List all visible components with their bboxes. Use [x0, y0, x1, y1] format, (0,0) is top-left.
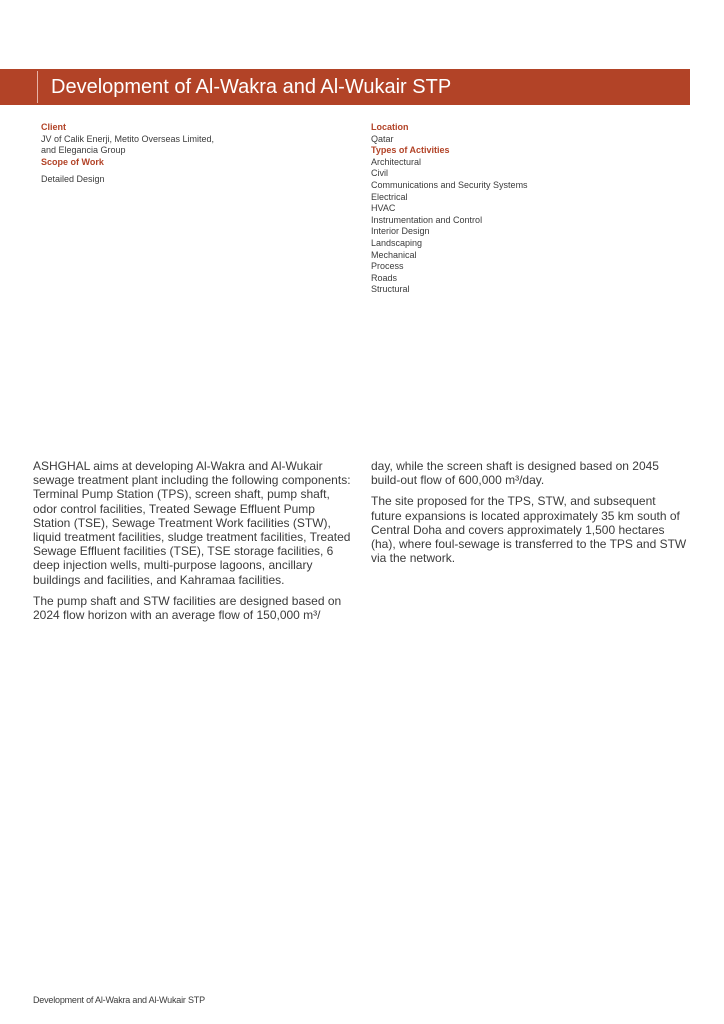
activity-item: Mechanical: [371, 249, 417, 260]
project-info-left: [41, 122, 251, 186]
body-column-right: [371, 459, 689, 572]
activity-item: Instrumentation and Control: [371, 214, 483, 225]
location-label: Location: [371, 122, 409, 132]
activities-list: [371, 157, 581, 296]
activity-item: Roads: [371, 272, 398, 283]
scope-label: Scope of Work: [41, 156, 104, 167]
body-paragraph: The pump shaft and STW facilities are designed based on 2024 flow horizon with an average flow of 150,000 m³/: [33, 593, 342, 623]
activities-label: Types of Activities: [371, 145, 450, 156]
activity-item: Electrical: [371, 191, 408, 202]
activity-item: Civil: [371, 168, 388, 179]
body-paragraph: day, while the screen shaft is designed based on 2045 build-out flow of 600,000 m³/day.: [371, 459, 659, 488]
client-value-line-2: and Elegancia Group: [41, 145, 126, 156]
location-value: Qatar: [371, 133, 394, 144]
client-label: Client: [41, 122, 67, 132]
scope-value: Detailed Design: [41, 174, 105, 185]
activity-item: Communications and Security Systems: [371, 179, 528, 190]
activity-item: Architectural: [371, 156, 422, 167]
title-banner: [0, 69, 690, 105]
body-paragraph: ASHGHAL aims at developing Al-Wakra and Al-Wukair sewage treatment plant including the following components: Terminal Pump Station (TPS), screen shaft, pump shaft, odor control facilities, Treated Sewage Effluent Pump Station (TSE), Sewage Treatment Work facilities (STW), liquid treatment facilities, sludge treatment facilities, Treated Sewage Effluent facilities (TSE), TSE storage facilities, 6 deep injection wells, multi-purpose lagoons, ancillary buildings and facilities, and Kahramaa facilities.: [33, 459, 351, 587]
client-value-line-1: JV of Calik Enerji, Metito Overseas Limited,: [41, 133, 215, 144]
activity-item: Interior Design: [371, 226, 430, 237]
activity-item: HVAC: [371, 203, 396, 214]
page-title: Development of Al-Wakra and Al-Wukair STP: [51, 76, 452, 98]
page-footer: Development of Al-Wakra and Al-Wukair STP: [33, 995, 205, 1005]
project-info-right: [371, 122, 581, 296]
activity-item: Landscaping: [371, 237, 423, 248]
banner-divider: [37, 71, 38, 103]
activity-item: Process: [371, 261, 404, 272]
body-paragraph: The site proposed for the TPS, STW, and subsequent future expansions is located approximately 35 km south of Central Doha and covers approximately 1,500 hectares (ha), where foul-sewage is transferred to the TPS and STW via the network.: [371, 494, 687, 566]
body-column-left: [33, 459, 351, 629]
activity-item: Structural: [371, 284, 410, 295]
